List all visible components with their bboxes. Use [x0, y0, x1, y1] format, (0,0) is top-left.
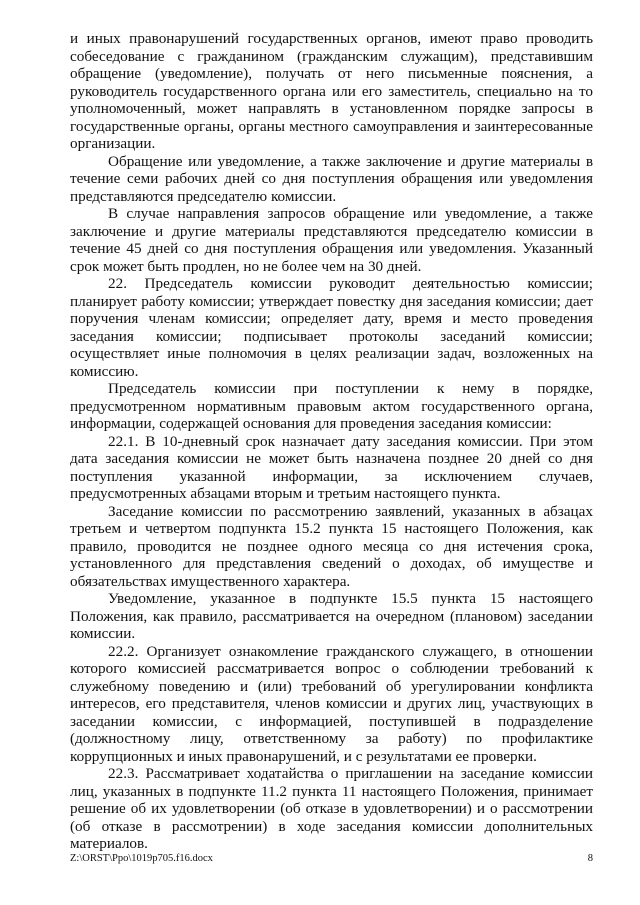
- paragraph: Председатель комиссии при поступлении к нему в порядке, предусмотренном нормативным правовым актом государственного органа, информации, содержащей основания для проведения заседания комиссии:: [70, 380, 593, 432]
- paragraph: Уведомление, указанное в подпункте 15.5 пункта 15 настоящего Положения, как правило, рассматривается на очередном (плановом) заседании комиссии.: [70, 590, 593, 642]
- paragraph-item-22-2: 22.2. Организует ознакомление гражданского служащего, в отношении которого комиссией рассматривается вопрос о соблюдении требований к служебному поведению и (или) требований об урегулировании конфликта интересов, его представителя, членов комиссии и других лиц, участвующих в заседании комиссии, с информацией, поступившей в подразделение (должностному лицу, ответственному за работу) по профилактике коррупционных и иных правонарушений, и с результатами ее проверки.: [70, 642, 593, 765]
- paragraph: В случае направления запросов обращение или уведомление, а также заключение и другие материалы представляются председателю комиссии в течение 45 дней со дня поступления обращения или уведомления. Указанный срок может быть продлен, но не более чем на 30 дней.: [70, 205, 593, 275]
- footer-file-path: Z:\ORST\Ppo\1019p705.f16.docx: [70, 853, 213, 864]
- paragraph-item-22: 22. Председатель комиссии руководит деятельностью комиссии; планирует работу комиссии; утверждает повестку дня заседания комиссии; дает поручения членам комиссии; определяет дату, время и место проведения заседания комиссии; подписывает протоколы заседаний комиссии; осуществляет иные полномочия в целях реализации задач, возложенных на комиссию.: [70, 275, 593, 380]
- paragraph-item-22-3: 22.3. Рассматривает ходатайства о приглашении на заседание комиссии лиц, указанных в подпункте 11.2 пункта 11 настоящего Положения, принимает решение об их удовлетворении (об отказе в удовлетворении) и о рассмотрении (об отказе в рассмотрении) в ходе заседания комиссии дополнительных материалов.: [70, 765, 593, 852]
- paragraph: Заседание комиссии по рассмотрению заявлений, указанных в абзацах третьем и четвертом подпункта 15.2 пункта 15 настоящего Положения, как правило, проводится не позднее одного месяца со дня истечения срока, установленного для представления сведений о доходах, об имуществе и обязательствах имущественного характера.: [70, 502, 593, 590]
- page-number: 8: [587, 853, 593, 864]
- paragraph-item-22-1: 22.1. В 10-дневный срок назначает дату заседания комиссии. При этом дата заседания комиссии не может быть назначена позднее 20 дней со дня поступления указанной информации, за исключением случаев, предусмотренных абзацами вторым и третьим настоящего пункта.: [70, 432, 593, 502]
- paragraph-continuation: и иных правонарушений государственных органов, имеют право проводить собеседование с гражданином (гражданским служащим), представившим обращение (уведомление), получать от него письменные пояснения, а руководитель государственного органа или его заместитель, специально на то уполномоченный, может направлять в установленном порядке запросы в государственные органы, органы местного самоуправления и заинтересованные организации.: [70, 30, 593, 152]
- paragraph: Обращение или уведомление, а также заключение и другие материалы в течение семи рабочих дней со дня поступления обращения или уведомления представляются председателю комиссии.: [70, 152, 593, 205]
- document-body: [70, 30, 593, 853]
